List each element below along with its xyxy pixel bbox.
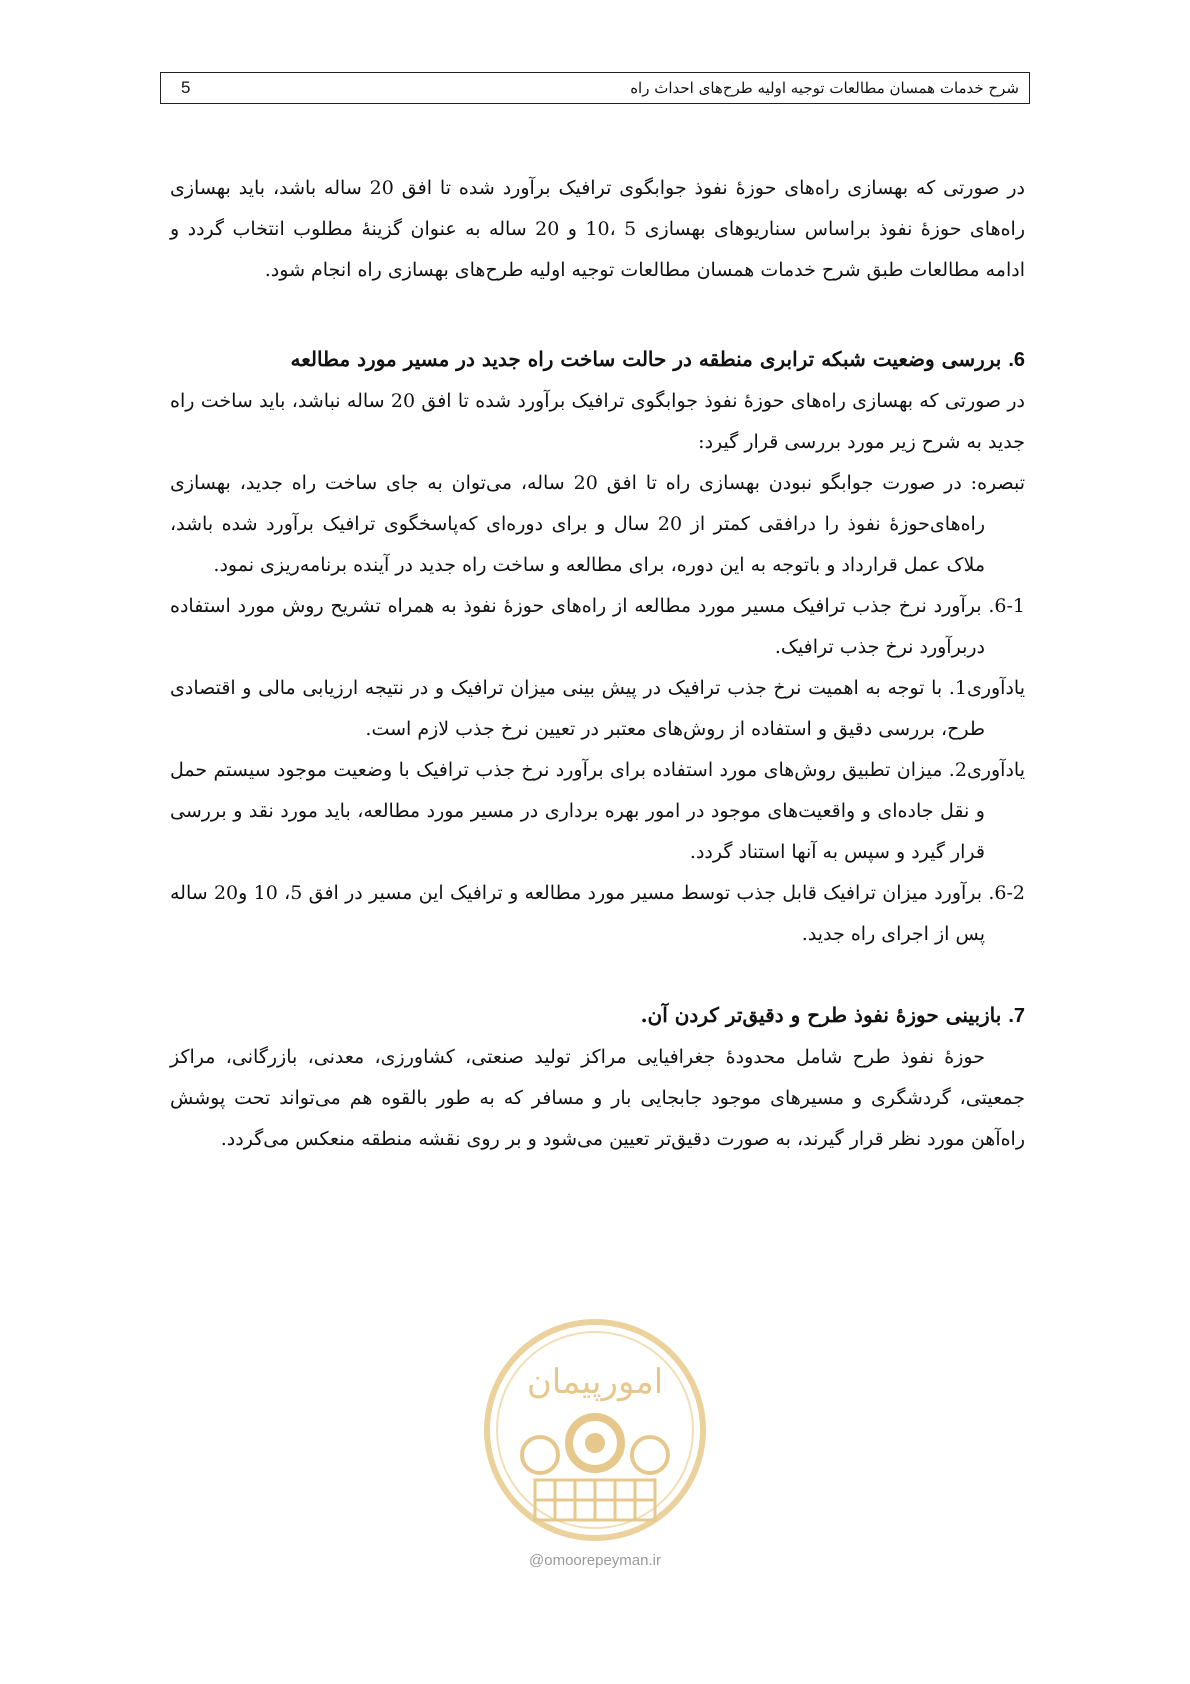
running-title: شرح خدمات همسان مطالعات توجیه اولیه طرح‌های احداث راه [630,79,1019,97]
page-body [170,168,1025,1160]
section-7-body: حوزۀ نفوذ طرح شامل محدودۀ جغرافیایی مراکز تولید صنعتی، کشاورزی، معدنی، بازرگانی، مراکز جمعیتی، گردشگری و مسیرهای موجود جابجایی بار و مسافر که به طور بالقوه هم می‌تواند تحت پوشش راه‌آهن مورد نظر قرار گیرند، به صورت دقیق‌تر تعیین می‌شود و بر روی نقشه منطقه منعکس می‌گردد. [170,1046,1025,1150]
page-number: 5 [181,78,191,97]
section-6-title: بررسی وضعیت شبکه ترابری منطقه در حالت ساخت راه جدید در مسیر مورد مطالعه [290,347,1002,371]
section-6-item-2: 6-2. برآورد میزان ترافیک قابل جذب توسط مسیر مورد مطالعه و ترافیک این مسیر در افق 5، 10 و20 ساله پس از اجرای راه جدید. [170,882,1025,945]
section-6-number: 6. [1008,349,1025,371]
section-6-item-1: 6-1. برآورد نرخ جذب ترافیک مسیر مورد مطالعه از راه‌های حوزۀ نفوذ به همراه تشریح روش مورد استفاده دربرآورد نرخ جذب ترافیک. [170,595,1025,658]
watermark-url: @omoorepeyman.ir [529,1552,661,1569]
section-6-intro: در صورتی که بهسازی راه‌های حوزۀ نفوذ جوابگوی ترافیک برآورد شده تا افق 20 ساله نباشد، باید ساخت راه جدید به شرح زیر مورد بررسی قرار گیرد: [170,390,1026,453]
section-6-heading [170,339,1025,381]
section-6-reminder-1: یادآوری1. با توجه به اهمیت نرخ جذب ترافیک در پیش بینی میزان ترافیک و در نتیجه ارزیابی مالی و اقتصادی طرح، بررسی دقیق و استفاده از روش‌های معتبر در تعیین نرخ جذب لازم است. [170,677,1025,740]
watermark-logo-text: امورپیمان [526,1362,664,1402]
watermark-logo [480,1315,710,1545]
section-6-note: تبصره: در صورت جوابگو نبودن بهسازی راه تا افق 20 ساله، می‌توان به جای ساخت راه جدید، بهسازی راه‌های‌حوزۀ نفوذ را درافقی کمتر از 20 سال و برای دوره‌ای که‌پاسخگوی ترافیک برآورد شده باشد، ملاک عمل قرارداد و باتوجه به این دوره، برای مطالعه و ساخت راه جدید در آینده برنامه‌ریزی نمود. [170,472,1025,576]
section-7-number: 7. [1008,1005,1025,1027]
section-7-heading [170,995,1025,1037]
section-7-title: بازبینی حوزۀ نفوذ طرح و دقیق‌تر کردن آن. [640,1003,1002,1027]
page-header [160,72,1030,104]
section-6-reminder-2: یادآوری2. میزان تطبیق روش‌های مورد استفاده برای برآورد نرخ جذب ترافیک با وضعیت موجود سیستم حمل و نقل جاده‌ای و واقعیت‌های موجود در امور بهره برداری در مسیر مورد مطالعه، باید مورد نقد و بررسی قرار گیرد و سپس به آنها استناد گردد. [170,759,1025,863]
intro-paragraph: در صورتی که بهسازی راه‌های حوزۀ نفوذ جوابگوی ترافیک برآورد شده تا افق 20 ساله باشد، باید بهسازی راه‌های حوزۀ نفوذ براساس سناریوهای بهسازی 5 ،10 و 20 ساله به عنوان گزینۀ مطلوب انتخاب گردد و ادامه مطالعات طبق شرح خدمات همسان مطالعات توجیه اولیه طرح‌های بهسازی راه انجام شود. [170,177,1026,281]
